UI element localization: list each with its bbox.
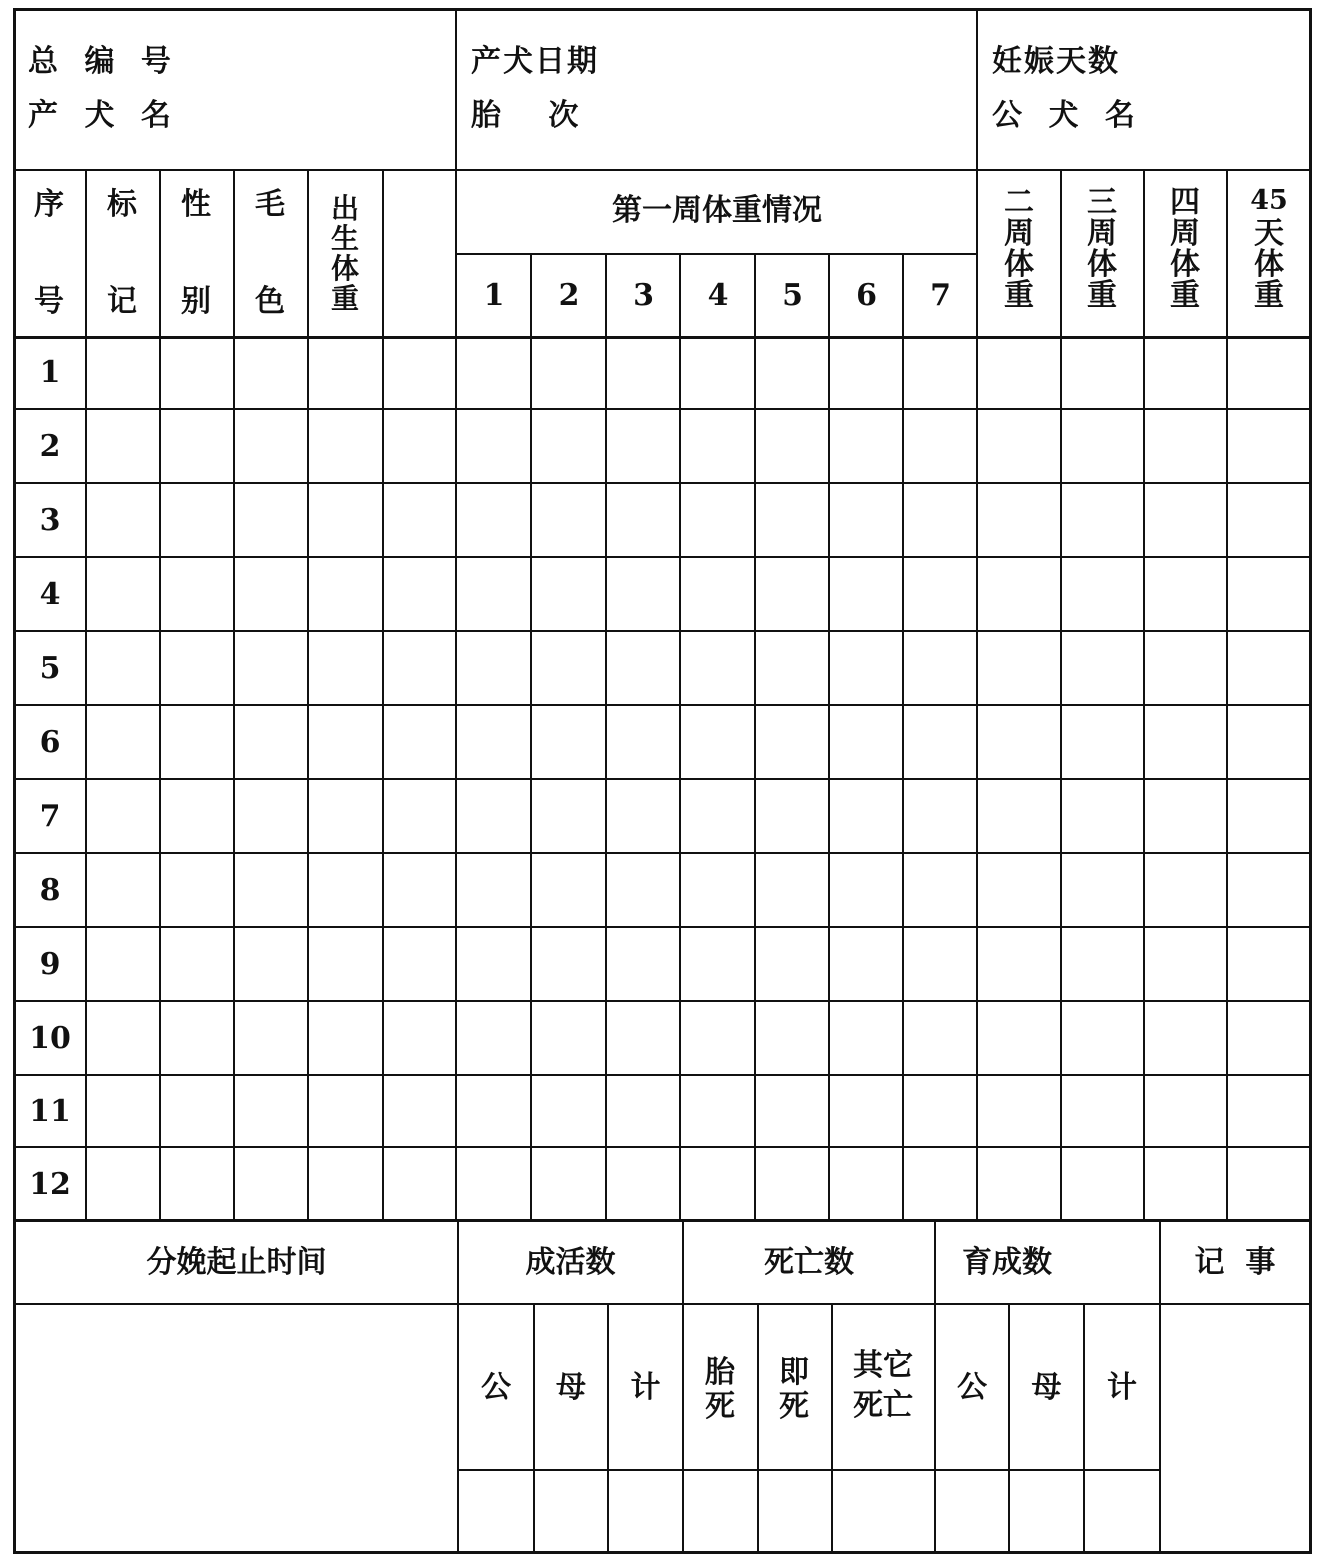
grid-bottom-line <box>13 1219 1312 1222</box>
row-number: 9 <box>39 947 61 982</box>
row-number: 6 <box>39 725 61 760</box>
week4-weight-header: 四周体重 <box>1170 185 1200 313</box>
raised-male: 公 <box>957 1370 987 1405</box>
seq-header-bottom: 号 <box>34 284 64 319</box>
day-header-2: 2 <box>558 278 580 313</box>
grid-row-line <box>13 704 1312 706</box>
coat-header-top: 毛 <box>255 187 285 222</box>
row-number: 4 <box>39 577 61 612</box>
footer-sub-divider <box>607 1305 609 1553</box>
info-bottom-line <box>13 169 1312 171</box>
header-bottom-line <box>13 336 1312 339</box>
grid-col-line <box>307 169 309 1221</box>
grid-col-line <box>455 169 457 1221</box>
footer-sub-divider <box>757 1305 759 1553</box>
day45-weight-header: 天体重 <box>1254 216 1284 313</box>
deaths-immediate: 即死 <box>779 1355 809 1424</box>
grid-row-line <box>13 630 1312 632</box>
row-number: 2 <box>39 429 61 464</box>
survivors-header: 成活数 <box>525 1245 616 1280</box>
sex-header-top: 性 <box>181 187 211 222</box>
deaths-header: 死亡数 <box>764 1245 854 1280</box>
grid-row-line <box>13 482 1312 484</box>
footer-sub-divider <box>1008 1305 1010 1553</box>
day45-weight-number: 45 <box>1250 185 1288 216</box>
border-right <box>1309 8 1312 1554</box>
grid-row-line <box>13 1074 1312 1076</box>
row-number: 11 <box>29 1094 71 1129</box>
mark-header-top: 标 <box>107 187 137 222</box>
grid-col-line <box>85 169 87 1221</box>
footer-sub-line <box>458 1469 1160 1471</box>
raised-female: 母 <box>1031 1370 1062 1405</box>
total-number-label: 总 编 号 <box>28 44 179 79</box>
dam-name-label: 产 犬 名 <box>28 98 179 133</box>
grid-col-line <box>382 169 384 1221</box>
grid-col-line <box>976 169 978 1221</box>
grid-col-line <box>233 169 235 1221</box>
deaths-other: 其它死亡 <box>853 1348 913 1423</box>
day-header-7: 7 <box>930 278 951 313</box>
week2-weight-header: 二周体重 <box>1004 185 1034 313</box>
gestation-days-label: 妊娠天数 <box>992 44 1120 79</box>
deaths-stillborn: 胎死 <box>705 1355 735 1424</box>
row-number: 3 <box>39 503 61 538</box>
day-header-6: 6 <box>856 278 877 313</box>
grid-row-line <box>13 926 1312 928</box>
border-left <box>13 8 16 1554</box>
info-divider-1 <box>455 8 457 170</box>
day-header-1: 1 <box>483 278 505 313</box>
grid-row-line <box>13 778 1312 780</box>
survivors-male: 公 <box>481 1370 511 1405</box>
week3-weight-header: 三周体重 <box>1087 185 1117 313</box>
grid-row-line <box>13 852 1312 854</box>
row-number: 1 <box>39 355 61 390</box>
coat-header-bottom: 色 <box>255 284 285 319</box>
footer-header-line <box>13 1303 1312 1305</box>
week1-title-line <box>456 253 978 255</box>
grid-row-line <box>13 1000 1312 1002</box>
grid-col-line <box>1060 169 1062 1221</box>
grid-row-line <box>13 1146 1312 1148</box>
survivors-female: 母 <box>556 1370 586 1405</box>
week1-title: 第一周体重情况 <box>612 193 822 228</box>
border-top <box>13 8 1312 11</box>
grid-row-line <box>13 556 1312 558</box>
footer-sub-divider <box>1083 1305 1085 1553</box>
grid-col-line <box>1143 169 1145 1221</box>
birth-weight-header: 出生体重 <box>330 192 359 315</box>
day-header-5: 5 <box>782 278 803 313</box>
mark-header-bottom: 记 <box>107 284 137 319</box>
grid-row-line <box>13 408 1312 410</box>
row-number: 10 <box>29 1021 71 1056</box>
border-bottom <box>13 1551 1312 1554</box>
row-number: 12 <box>29 1167 71 1202</box>
sex-header-bottom: 别 <box>181 284 211 319</box>
grid-col-line <box>159 169 161 1221</box>
seq-header-top: 序 <box>34 187 64 222</box>
survivors-total: 计 <box>630 1370 661 1405</box>
info-divider-2 <box>976 8 978 170</box>
row-number: 5 <box>39 651 61 686</box>
raised-total: 计 <box>1107 1370 1137 1405</box>
row-number: 7 <box>39 799 61 834</box>
delivery-time-header: 分娩起止时间 <box>146 1245 327 1280</box>
notes-header: 记 事 <box>1194 1245 1276 1280</box>
raised-header: 育成数 <box>962 1245 1052 1280</box>
grid-col-line <box>1226 169 1228 1221</box>
footer-sub-divider <box>533 1305 535 1553</box>
sire-name-label: 公 犬 名 <box>992 98 1143 133</box>
footer-sub-divider <box>831 1305 833 1553</box>
parity-label: 胎 次 <box>471 98 583 133</box>
whelp-date-label: 产犬日期 <box>471 44 599 79</box>
row-number: 8 <box>39 873 61 908</box>
day-header-4: 4 <box>707 278 729 313</box>
day-header-3: 3 <box>633 278 654 313</box>
